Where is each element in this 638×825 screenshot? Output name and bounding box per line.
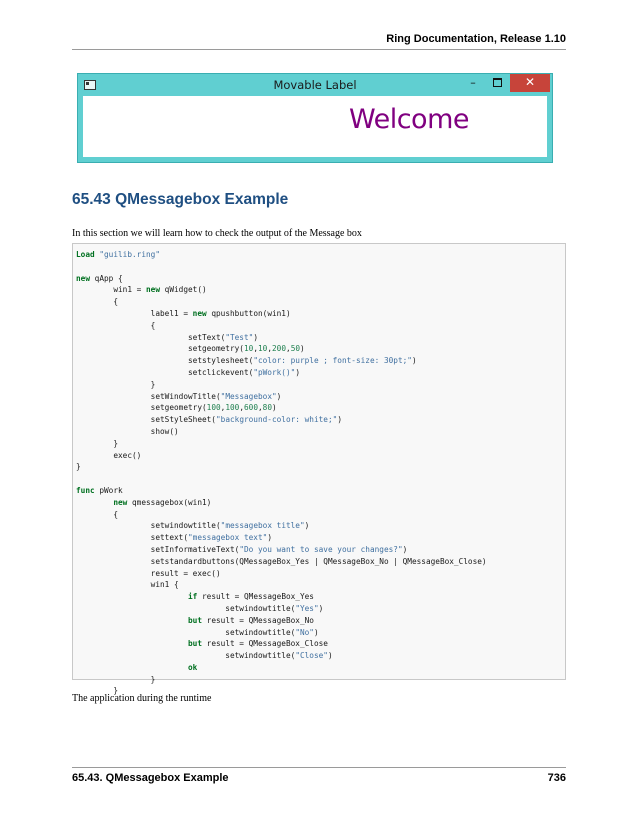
code-line: setgeometry(10,10,200,50) <box>76 344 305 354</box>
code-line: exec() <box>76 450 142 460</box>
code-block <box>72 243 566 696</box>
header-rule <box>72 49 566 50</box>
code-line: setgeometry(100,100,600,80) <box>76 403 277 413</box>
code-line: setInformativeText("Do you want to save your changes?") <box>76 544 408 554</box>
minimize-button[interactable]: – <box>470 76 476 89</box>
running-header: Ring Documentation, Release 1.10 <box>386 33 566 45</box>
code-line: { <box>76 320 156 330</box>
code-line: } <box>76 438 118 448</box>
code-line: { <box>76 297 118 307</box>
window-client-area <box>83 96 547 157</box>
code-line: setwindowtitle("Yes") <box>76 603 324 613</box>
code-line: func pWork <box>76 485 123 495</box>
code-line: } <box>76 462 81 472</box>
code-line: setwindowtitle("No") <box>76 627 319 637</box>
page-number: 736 <box>547 772 566 784</box>
code-line: } <box>76 686 118 696</box>
window-titlebar[interactable] <box>78 74 552 96</box>
code-line: } <box>76 674 156 684</box>
window-title: Movable Label <box>273 78 357 92</box>
code-line: } <box>76 379 156 389</box>
code-line: setWindowTitle("Messagebox") <box>76 391 282 401</box>
code-line: new qmessagebox(win1) <box>113 497 212 507</box>
footer-section: 65.43. QMessagebox Example <box>72 772 229 784</box>
footer-rule <box>72 767 566 768</box>
code-line: setclickevent("pWork()") <box>76 367 300 377</box>
code-line: win1 { <box>76 580 179 590</box>
code-line: { <box>76 509 118 519</box>
code-line: new qApp { <box>76 273 123 283</box>
movable-label-window[interactable] <box>77 73 553 163</box>
code-line: Load "guilib.ring" <box>76 250 161 259</box>
welcome-label[interactable]: Welcome <box>348 104 469 135</box>
code-line: but result = QMessageBox_Close <box>187 639 328 649</box>
code-line: setwindowtitle("Close") <box>76 651 333 661</box>
code-line: setwindowtitle("messagebox title") <box>76 521 310 531</box>
code-line: show() <box>76 426 179 436</box>
code-line: ok <box>187 662 198 672</box>
code-line: if result = QMessageBox_Yes <box>187 592 314 602</box>
code-line: but result = QMessageBox_No <box>187 615 314 625</box>
code-line: setStyleSheet("background-color: white;") <box>76 415 342 425</box>
code-line: setText("Test") <box>76 332 258 342</box>
code-line: result = exec() <box>76 568 221 578</box>
code-listing <box>76 249 487 697</box>
runtime-caption: The application during the runtime <box>72 693 212 704</box>
code-line: win1 = new qWidget() <box>76 285 207 295</box>
code-line: settext("messagebox text") <box>76 533 272 543</box>
maximize-icon <box>493 78 502 87</box>
code-line: label1 = new qpushbutton(win1) <box>76 308 291 318</box>
close-button[interactable]: ✕ <box>510 74 550 92</box>
section-title: 65.43 QMessagebox Example <box>72 191 289 208</box>
code-line: setstandardbuttons(QMessageBox_Yes | QMessageBox_No | QMessageBox_Close) <box>76 556 487 566</box>
maximize-button[interactable] <box>486 74 508 92</box>
intro-paragraph: In this section we will learn how to check the output of the Message box <box>72 228 362 239</box>
code-line: setstylesheet("color: purple ; font-size: 30pt;") <box>76 356 417 366</box>
